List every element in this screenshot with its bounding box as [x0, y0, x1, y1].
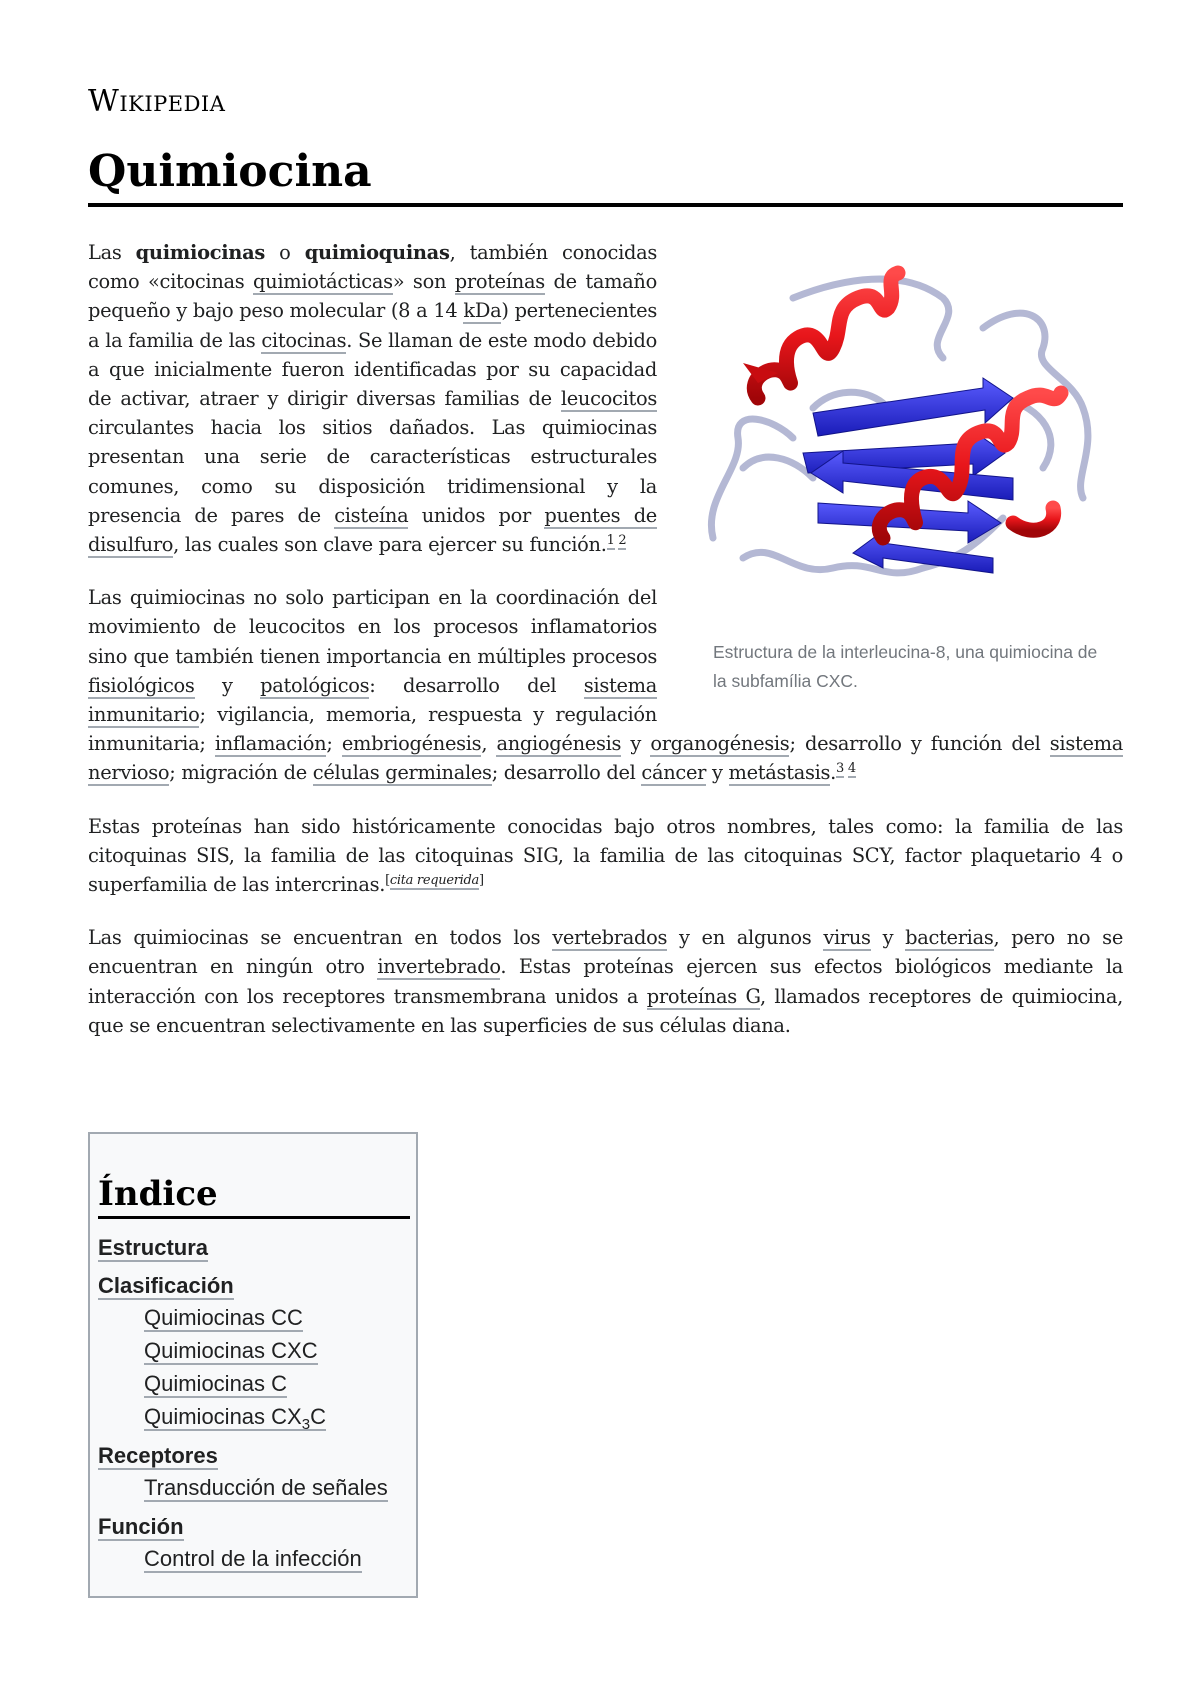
protein-structure-image[interactable] — [683, 238, 1123, 638]
toc-link-estructura[interactable]: Estructura — [98, 1235, 209, 1260]
toc-heading: Índice — [98, 1174, 410, 1219]
beta-sheet-region — [803, 378, 1013, 573]
link-patologicos[interactable]: patológicos — [260, 673, 370, 697]
text: Las quimiocinas no solo participan en la coordinación del movimiento de leucocitos en los procesos inflamatorios sino que también tienen importancia en múltiples procesos — [88, 586, 657, 668]
link-celulas-germinales[interactable]: células germinales — [312, 761, 492, 785]
text: ; — [326, 732, 342, 756]
bold-term: quimioquinas — [304, 241, 450, 264]
text: o — [264, 241, 305, 264]
text: y — [870, 926, 906, 950]
link-angiogenesis[interactable]: angiogénesis — [496, 732, 622, 756]
link-proteinas-g[interactable]: proteínas G — [646, 984, 760, 1008]
link-puentes-de-disulfuro[interactable]: puentes de disulfuro — [88, 503, 657, 557]
text: : desarrollo del — [369, 673, 584, 697]
toc-link-transduccion[interactable]: Transducción de señales — [144, 1475, 388, 1500]
text: unidos por — [408, 503, 545, 527]
text: y — [706, 761, 729, 785]
link-invertebrado[interactable]: invertebrado — [377, 955, 501, 979]
text: . — [830, 761, 837, 785]
paragraph-names — [88, 812, 1123, 900]
toc-item — [98, 1441, 410, 1471]
link-bacterias[interactable]: bacterias — [905, 926, 994, 950]
toc-item — [98, 1271, 410, 1301]
text: y — [194, 673, 261, 697]
text: C — [310, 1404, 326, 1429]
link-metastasis[interactable]: metástasis — [728, 761, 831, 785]
text: Las — [88, 241, 136, 264]
link-fisiologicos[interactable]: fisiológicos — [88, 673, 195, 697]
text: ; desarrollo del — [491, 761, 642, 785]
link-kda[interactable]: kDa — [463, 299, 502, 323]
text: . Estas proteínas ejercen sus efectos biológicos mediante la interacción con los receptores transmembrana unidos a — [88, 955, 1123, 1008]
link-quimiotacticas[interactable]: quimiotácticas — [253, 270, 393, 294]
toc-subitem — [98, 1367, 410, 1400]
link-vertebrados[interactable]: vertebrados — [552, 926, 668, 950]
link-leucocitos[interactable]: leucocitos — [560, 387, 657, 411]
bracket: ] — [478, 873, 484, 889]
toc-subitem — [98, 1542, 410, 1575]
toc-subitem — [98, 1334, 410, 1367]
toc-link-receptores[interactable]: Receptores — [98, 1443, 218, 1468]
link-sistema-nervioso[interactable]: sistema nervioso — [88, 732, 1123, 785]
wikipedia-logo[interactable]: Wikipedia — [88, 84, 226, 119]
toc-link-clasificacion[interactable]: Clasificación — [98, 1273, 234, 1298]
reference-markers — [607, 533, 627, 550]
toc-item — [98, 1512, 410, 1542]
paragraph-distribution — [88, 923, 1123, 1040]
reference-link[interactable]: 4 — [847, 761, 856, 777]
figure-caption: Estructura de la interleucina-8, una quimiocina de la subfamília CXC. — [713, 642, 1098, 691]
reference-markers — [836, 761, 856, 778]
link-proteinas[interactable]: proteínas — [454, 270, 545, 294]
reference-link[interactable]: 2 — [618, 533, 627, 549]
article-body — [88, 238, 1123, 1064]
link-inflamacion[interactable]: inflamación — [214, 732, 327, 756]
text: , las cuales son clave para ejercer su función. — [173, 533, 607, 557]
text: ; desarrollo y función del — [789, 732, 1050, 756]
citation-needed — [385, 873, 484, 890]
text: de tamaño pequeño y bajo peso molecular (8 a 14 — [88, 270, 657, 323]
text: » son — [392, 270, 455, 294]
table-of-contents — [88, 1132, 418, 1598]
text: , llamados receptores de quimiocina, que se encuentran selectivamente en las superficies de sus células diana. — [88, 984, 1123, 1037]
text: Estas proteínas han sido históricamente conocidas bajo otros nombres, tales como: la familia de las citoquinas SIS, la familia de las citoquinas SIG, la familia de las citoquinas SCY, factor plaquetario 4 o superfamilia de las intercrinas. — [88, 814, 1123, 897]
text: , pero no se encuentran en ningún otro — [88, 926, 1123, 979]
subscript: 3 — [301, 1416, 311, 1433]
text: Las quimiocinas se encuentran en todos los — [88, 926, 553, 950]
bold-term: quimiocinas — [135, 241, 265, 264]
toc-subitem — [98, 1400, 410, 1433]
toc-subitem — [98, 1471, 410, 1504]
text: ) pertenecientes a la familia de las — [88, 299, 658, 352]
link-citocinas[interactable]: citocinas — [261, 328, 347, 352]
reference-link[interactable]: 3 — [836, 761, 845, 777]
link-cancer[interactable]: cáncer — [641, 761, 707, 785]
text: ; vigilancia, memoria, respuesta y regulación inmunitaria; — [88, 703, 657, 756]
text: y — [621, 732, 651, 756]
text: circulantes hacia los sitios dañados. Las quimiocinas presentan una serie de características estructurales comunes, como su disposición tridimensional y la presencia de pares de — [88, 416, 657, 527]
link-embriogenesis[interactable]: embriogénesis — [341, 732, 482, 756]
toc-link-quimiocinas-cc[interactable]: Quimiocinas CC — [144, 1305, 303, 1330]
link-organogenesis[interactable]: organogénesis — [650, 732, 790, 756]
reference-link[interactable]: 1 — [606, 533, 615, 549]
toc-link-funcion[interactable]: Función — [98, 1514, 184, 1539]
text: , también conocidas como «citocinas — [88, 241, 657, 294]
page-title: Quimiocina — [88, 146, 1123, 207]
infobox-figure — [683, 238, 1123, 696]
toc-list — [98, 1233, 410, 1575]
toc-link-control-infeccion[interactable]: Control de la infección — [144, 1546, 362, 1571]
link-sistema-inmunitario[interactable]: sistema inmunitario — [88, 673, 657, 727]
link-virus[interactable]: virus — [823, 926, 871, 950]
text: ; migración de — [169, 761, 313, 785]
toc-link-quimiocinas-cx3c[interactable] — [144, 1404, 326, 1431]
toc-item — [98, 1233, 410, 1263]
bracket: [ — [385, 873, 390, 889]
toc-subitem — [98, 1301, 410, 1334]
toc-link-quimiocinas-c[interactable]: Quimiocinas C — [144, 1371, 288, 1396]
link-cisteina[interactable]: cisteína — [334, 503, 409, 527]
toc-link-quimiocinas-cxc[interactable]: Quimiocinas CXC — [144, 1338, 318, 1363]
cita-requerida-link[interactable]: cita requerida — [389, 873, 479, 889]
text: . Se llaman de este modo debido a que inicialmente fueron identificadas por su capacidad de activar, atraer y dirigir diversas familias de — [88, 328, 657, 411]
text: Quimiocinas CX — [144, 1404, 302, 1429]
text: , — [481, 732, 497, 756]
text: y en algunos — [667, 926, 824, 950]
